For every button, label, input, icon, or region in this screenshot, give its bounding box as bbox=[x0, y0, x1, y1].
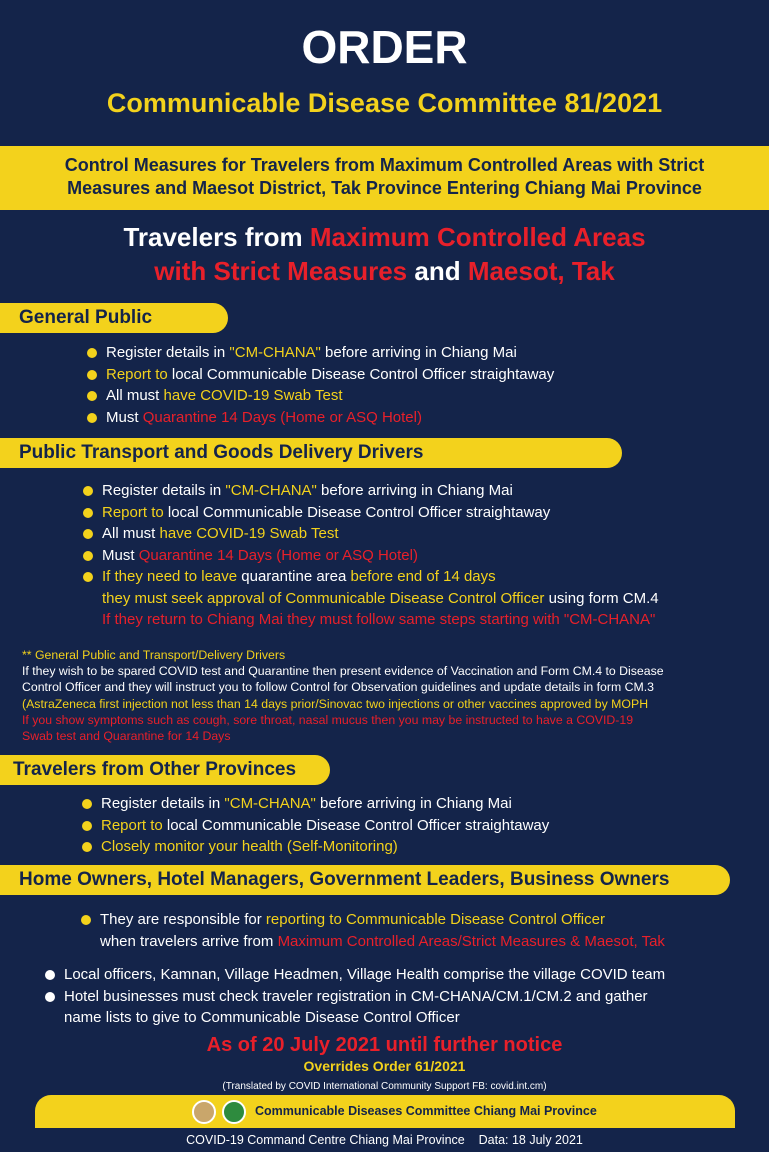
list-item: If they need to leave quarantine area before end of 14 days they must seek approval of Communicable Disease Control Officer using form CM.4 If they return to Chiang Mai they must follow same steps starting with "CM-CHANA" bbox=[102, 566, 659, 631]
list-item: Report to local Communicable Disease Control Officer straightaway bbox=[102, 502, 659, 524]
banner-line-1: Control Measures for Travelers from Maximum Controlled Areas with Strict bbox=[64, 155, 705, 175]
list-item: Report to local Communicable Disease Control Officer straightaway bbox=[106, 364, 554, 386]
general-public-list bbox=[106, 342, 554, 428]
headline-line-2: with Strict Measures and Maesot, Tak bbox=[154, 256, 615, 286]
list-item: All must have COVID-19 Swab Test bbox=[106, 385, 554, 407]
drivers-list bbox=[102, 480, 659, 631]
control-measures-banner bbox=[0, 146, 769, 210]
section-owners: Home Owners, Hotel Managers, Government Leaders, Business Owners bbox=[0, 865, 730, 895]
owners-list bbox=[100, 909, 665, 952]
list-item: Must Quarantine 14 Days (Home or ASQ Hotel) bbox=[102, 545, 659, 567]
vaccination-note: ** General Public and Transport/Delivery Drivers If they wish to be spared COVID test and Quarantine then present evidence of Vaccination and Form CM.4 to Disease Control Officer and they will instruct you to follow Control for Observation guidelines and update details in form CM.3 (AstraZeneca first injection not less than 14 days prior/Sinovac two injections or other vaccines approved by MOPH If you show symptoms such as cough, sore throat, nasal mucus then you may be instructed to have a COVID-19 Swab test and Quarantine for 14 Days bbox=[22, 648, 664, 744]
overrides-order: Overrides Order 61/2021 bbox=[303, 1058, 466, 1074]
banner-line-2: Measures and Maesot District, Tak Province Entering Chiang Mai Province bbox=[67, 178, 702, 198]
other-provinces-list bbox=[101, 793, 549, 858]
list-item: All must have COVID-19 Swab Test bbox=[102, 523, 659, 545]
list-item: They are responsible for reporting to Communicable Disease Control Officer when travelers arrive from Maximum Controlled Areas/Strict Measures & Maesot, Tak bbox=[100, 909, 665, 952]
list-item: Hotel businesses must check traveler registration in CM-CHANA/CM.1/CM.2 and gather name lists to give to Communicable Disease Control Officer bbox=[64, 986, 665, 1029]
command-centre-credit: COVID-19 Command Centre Chiang Mai Province Data: 18 July 2021 bbox=[186, 1133, 583, 1147]
list-item: Register details in "CM-CHANA" before arriving in Chiang Mai bbox=[106, 342, 554, 364]
order-title: ORDER bbox=[301, 21, 468, 73]
translation-credit: (Translated by COVID International Community Support FB: covid.int.cm) bbox=[222, 1081, 547, 1092]
list-item: Local officers, Kamnan, Village Headmen, Village Health comprise the village COVID team bbox=[64, 964, 665, 986]
list-item: Register details in "CM-CHANA" before arriving in Chiang Mai bbox=[101, 793, 549, 815]
section-general-public: General Public bbox=[0, 303, 228, 333]
health-emblem-icon bbox=[222, 1100, 246, 1124]
committee-footer-bar bbox=[35, 1095, 735, 1128]
list-item: Report to local Communicable Disease Control Officer straightaway bbox=[101, 815, 549, 837]
effective-date: As of 20 July 2021 until further notice bbox=[206, 1034, 563, 1056]
section-drivers: Public Transport and Goods Delivery Drivers bbox=[0, 438, 622, 468]
province-seal-icon bbox=[192, 1100, 216, 1124]
committee-subtitle: Communicable Disease Committee 81/2021 bbox=[106, 88, 663, 118]
list-item: Register details in "CM-CHANA" before arriving in Chiang Mai bbox=[102, 480, 659, 502]
list-item: Must Quarantine 14 Days (Home or ASQ Hotel) bbox=[106, 407, 554, 429]
committee-name: Communicable Diseases Committee Chiang Mai Province bbox=[255, 1104, 597, 1118]
list-item: Closely monitor your health (Self-Monitoring) bbox=[101, 836, 549, 858]
village-team-list bbox=[64, 964, 665, 1029]
headline-line-1: Travelers from Maximum Controlled Areas bbox=[123, 222, 646, 252]
section-other-provinces: Travelers from Other Provinces bbox=[0, 755, 330, 785]
